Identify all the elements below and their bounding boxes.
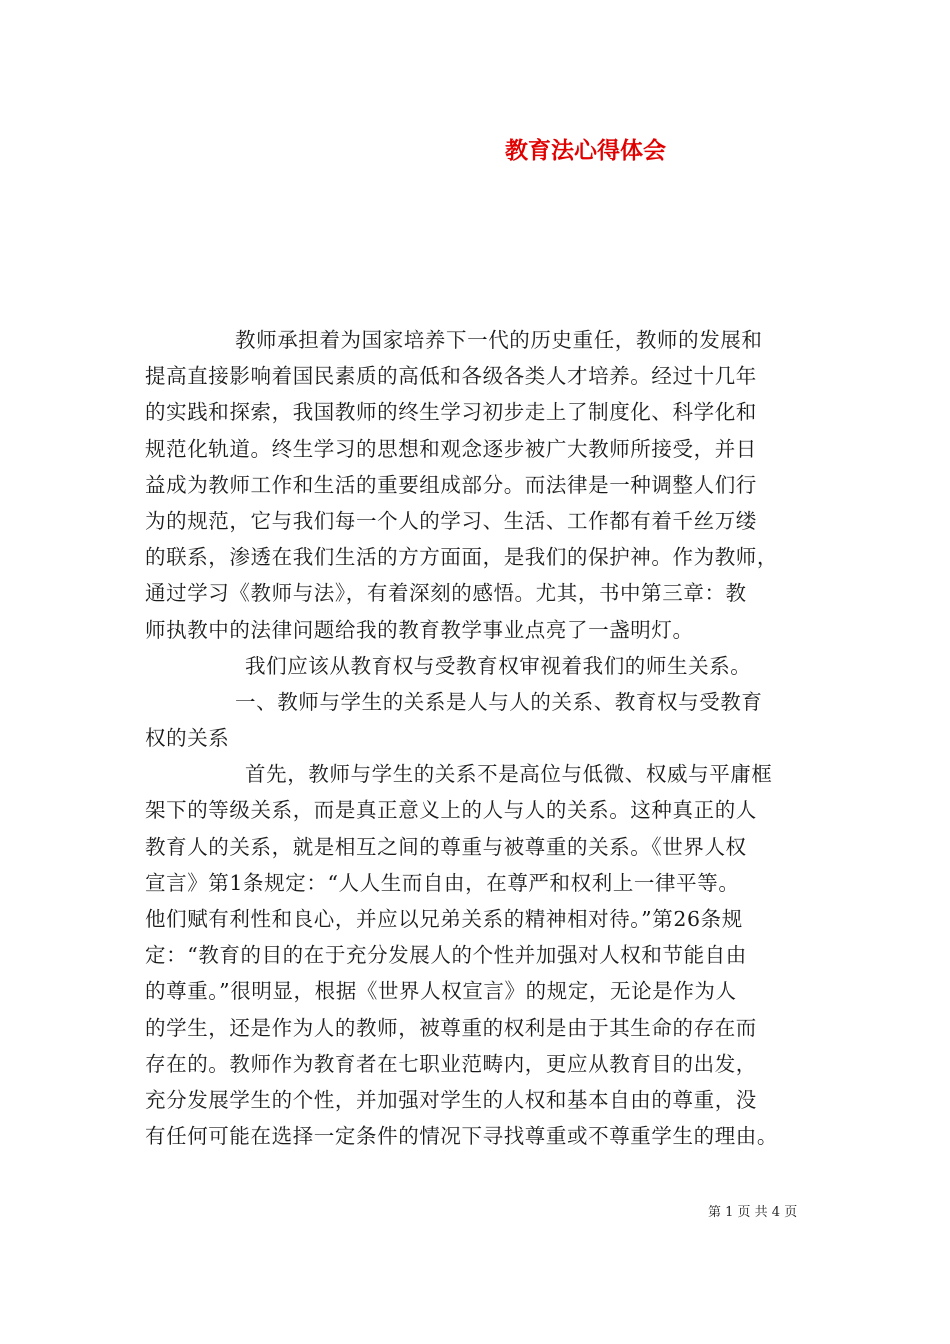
body-line: 充分发展学生的个性，并加强对学生的人权和基本自由的尊重，没	[145, 1087, 757, 1112]
body-line: 架下的等级关系，而是真正意义上的人与人的关系。这种真正的人	[145, 798, 757, 823]
body-line: 有任何可能在选择一定条件的情况下寻找尊重或不尊重学生的理由。	[145, 1124, 778, 1149]
body-line: 提高直接影响着国民素质的高低和各级各类人才培养。经过十几年	[145, 364, 757, 389]
body-line: 通过学习《教师与法》，有着深刻的感悟。尤其，书中第三章：教	[145, 581, 747, 606]
section-heading-line: 一、教师与学生的关系是人与人的关系、教育权与受教育	[235, 689, 763, 714]
body-line: 的学生，还是作为人的教师，被尊重的权利是由于其生命的存在而	[145, 1015, 757, 1040]
document-title: 教育法心得体会	[505, 137, 666, 164]
section-heading-line: 权的关系	[145, 726, 230, 751]
body-line: 首先，教师与学生的关系不是高位与低微、权威与平庸框	[245, 762, 773, 787]
body-line: 宣言》第1条规定：“人人生而自由，在尊严和权利上一律平等。	[145, 870, 740, 895]
body-line: 师执教中的法律问题给我的教育教学事业点亮了一盏明灯。	[145, 617, 694, 642]
body-line: 我们应该从教育权与受教育权审视着我们的师生关系。	[245, 653, 752, 678]
body-line: 教师承担着为国家培养下一代的历史重任，教师的发展和	[235, 328, 763, 352]
body-line: 的实践和探索，我国教师的终生学习初步走上了制度化、科学化和	[145, 400, 757, 425]
body-line: 益成为教师工作和生活的重要组成部分。而法律是一种调整人们行	[145, 472, 757, 497]
body-line: 存在的。教师作为教育者在七职业范畴内，更应从教育目的出发，	[145, 1051, 757, 1076]
body-line: 教育人的关系，就是相互之间的尊重与被尊重的关系。《世界人权	[145, 834, 747, 859]
page-number-footer: 第 1 页 共 4 页	[708, 1205, 798, 1220]
body-line: 的尊重。”很明显，根据《世界人权宣言》的规定，无论是作为人	[145, 979, 737, 1004]
body-line: 定：“教育的目的在于充分发展人的个性并加强对人权和节能自由	[145, 943, 747, 968]
body-line: 的联系，渗透在我们生活的方方面面，是我们的保护神。作为教师，	[145, 545, 778, 570]
body-line: 规范化轨道。终生学习的思想和观念逐步被广大教师所接受，并日	[145, 436, 757, 461]
document-body	[145, 322, 810, 1154]
body-line: 他们赋有利性和良心，并应以兄弟关系的精神相对待。”第26条规	[145, 907, 743, 931]
body-line: 为的规范，它与我们每一个人的学习、生活、工作都有着千丝万缕	[145, 508, 757, 533]
